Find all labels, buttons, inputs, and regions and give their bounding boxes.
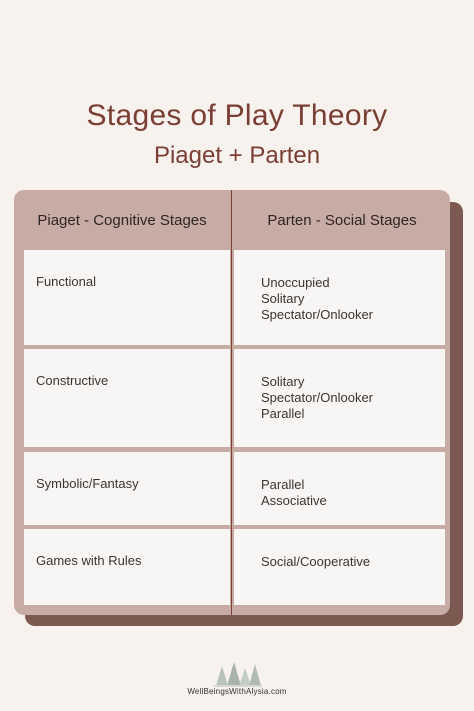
parten-stage-label: Social/Cooperative xyxy=(261,554,371,569)
parten-stage-label: Parallel xyxy=(261,477,305,492)
piaget-stage-label: Games with Rules xyxy=(36,553,142,568)
table-row-4-piaget xyxy=(24,529,230,605)
parten-stage-label: Unoccupied xyxy=(261,275,330,290)
site-url: WellBeingsWithAlysia.com xyxy=(187,687,287,696)
stages-table xyxy=(14,190,450,615)
table-row-1-piaget xyxy=(24,250,230,345)
piaget-stage-label: Constructive xyxy=(36,373,109,388)
table-row-3-piaget xyxy=(24,452,230,525)
parten-stage-label: Spectator/Onlooker xyxy=(261,390,374,405)
parten-stage-label: Spectator/Onlooker xyxy=(261,307,374,322)
parten-stage-label: Parallel xyxy=(261,406,305,421)
column-divider xyxy=(231,190,232,615)
table-row-2-piaget xyxy=(24,349,230,447)
page-title: Stages of Play Theory xyxy=(86,99,388,132)
parten-stage-label: Solitary xyxy=(261,374,305,389)
parten-stage-label: Solitary xyxy=(261,291,305,306)
header-parten: Parten - Social Stages xyxy=(267,211,417,229)
parten-stage-label: Associative xyxy=(261,493,327,508)
table-row-3-parten xyxy=(234,452,445,525)
table-row-4-parten xyxy=(234,529,445,605)
table-row-2-parten xyxy=(234,349,445,447)
table-row-1-parten xyxy=(234,250,445,345)
page-subtitle: Piaget + Parten xyxy=(153,142,321,169)
piaget-stage-label: Symbolic/Fantasy xyxy=(36,476,139,491)
piaget-stage-label: Functional xyxy=(36,274,96,289)
header-piaget: Piaget - Cognitive Stages xyxy=(37,211,207,229)
